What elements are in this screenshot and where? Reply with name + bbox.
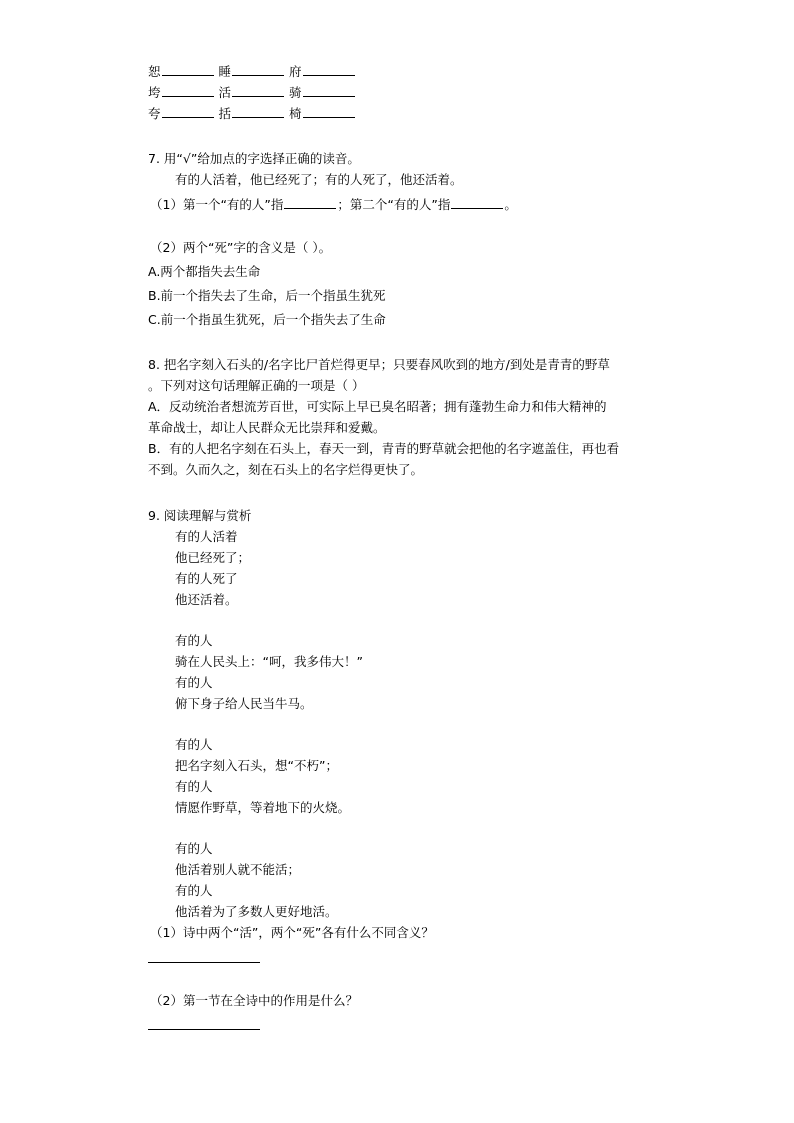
word-grid-row-2	[148, 84, 356, 101]
answer-blank[interactable]	[303, 84, 355, 97]
answer-blank[interactable]	[303, 63, 355, 76]
answer-line[interactable]	[148, 962, 260, 963]
word-grid-row-1	[148, 63, 356, 80]
q9-sub2: （2）第一节在全诗中的作用是什么？	[150, 993, 358, 1008]
answer-blank[interactable]	[284, 196, 336, 209]
poem-line: 有的人死了	[175, 571, 238, 586]
word-char: 椅	[289, 106, 302, 121]
answer-blank[interactable]	[232, 105, 284, 118]
q7-quote: 有的人活着，他已经死了；有的人死了，他还活着。	[175, 172, 463, 187]
word-char: 括	[218, 106, 232, 121]
q7-sub2: （2）两个“死”字的含义是（ ）。	[150, 240, 332, 255]
answer-blank[interactable]	[162, 105, 214, 118]
q8-stem-line-2: 。下列对这句话理解正确的一项是（ ）	[148, 378, 365, 393]
poem-line: 他活着别人就不能活；	[175, 862, 301, 877]
q7-sub1-part-a: （1）第一个“有的人”指	[150, 197, 284, 212]
word-char: 夸	[148, 106, 161, 121]
q7-option-b[interactable]: B.前一个指失去了生命，后一个指虽生犹死	[148, 288, 386, 303]
word-grid-row-3	[148, 105, 356, 122]
answer-blank[interactable]	[162, 84, 214, 97]
poem-line: 他已经死了；	[175, 550, 251, 565]
word-char: 睡	[218, 64, 232, 79]
word-char: 垮	[148, 85, 161, 100]
q7-option-c[interactable]: C.前一个指虽生犹死，后一个指失去了生命	[148, 312, 386, 327]
poem-line: 有的人	[175, 633, 213, 648]
answer-blank[interactable]	[162, 63, 214, 76]
poem-line: 骑在人民头上：“呵，我多伟大！”	[175, 654, 363, 669]
q9-sub1: （1）诗中两个“活”，两个“死”各有什么不同含义？	[150, 925, 434, 940]
word-char: 府	[289, 64, 302, 79]
q7-sub1-part-c: 。	[504, 197, 517, 212]
q9-title: 9. 阅读理解与赏析	[148, 508, 252, 523]
poem-line: 情愿作野草，等着地下的火烧。	[175, 800, 351, 815]
answer-blank[interactable]	[232, 63, 284, 76]
poem-line: 俯下身子给人民当牛马。	[175, 696, 313, 711]
poem-line: 他活着为了多数人更好地活。	[175, 904, 338, 919]
poem-line: 有的人	[175, 779, 213, 794]
word-char: 活	[218, 85, 232, 100]
answer-blank[interactable]	[451, 196, 503, 209]
poem-line: 有的人	[175, 737, 213, 752]
poem-line: 他还活着。	[175, 592, 238, 607]
poem-line: 把名字刻入石头，想“不朽”；	[175, 758, 338, 773]
answer-line[interactable]	[148, 1029, 260, 1030]
q7-option-a[interactable]: A.两个都指失去生命	[148, 264, 261, 279]
poem-line: 有的人	[175, 883, 213, 898]
q8-option-a-line-1[interactable]: A．反动统治者想流芳百世，可实际上早已臭名昭著；拥有蓬勃生命力和伟大精神的	[148, 399, 607, 414]
q8-option-b-line-1[interactable]: B．有的人把名字刻在石头上，春天一到，青青的野草就会把他的名字遮盖住，再也看	[148, 441, 620, 456]
answer-blank[interactable]	[232, 84, 284, 97]
q7-stem: 7. 用“√”给加点的字选择正确的读音。	[148, 151, 360, 166]
word-char: 恕	[148, 64, 161, 79]
poem-line: 有的人	[175, 675, 213, 690]
word-char: 骑	[289, 85, 302, 100]
q7-sub1	[150, 196, 517, 213]
answer-blank[interactable]	[303, 105, 355, 118]
q8-option-a-line-2[interactable]: 革命战士，却让人民群众无比崇拜和爱戴。	[148, 420, 386, 435]
poem-line: 有的人活着	[175, 529, 238, 544]
q8-option-b-line-2[interactable]: 不到。久而久之，刻在石头上的名字烂得更快了。	[148, 462, 424, 477]
q8-stem-line-1: 8. 把名字刻入石头的/名字比尸首烂得更早；只要春风吹到的地方/到处是青青的野草	[148, 357, 610, 372]
q7-sub1-part-b: ；第二个“有的人”指	[337, 197, 451, 212]
poem-line: 有的人	[175, 841, 213, 856]
